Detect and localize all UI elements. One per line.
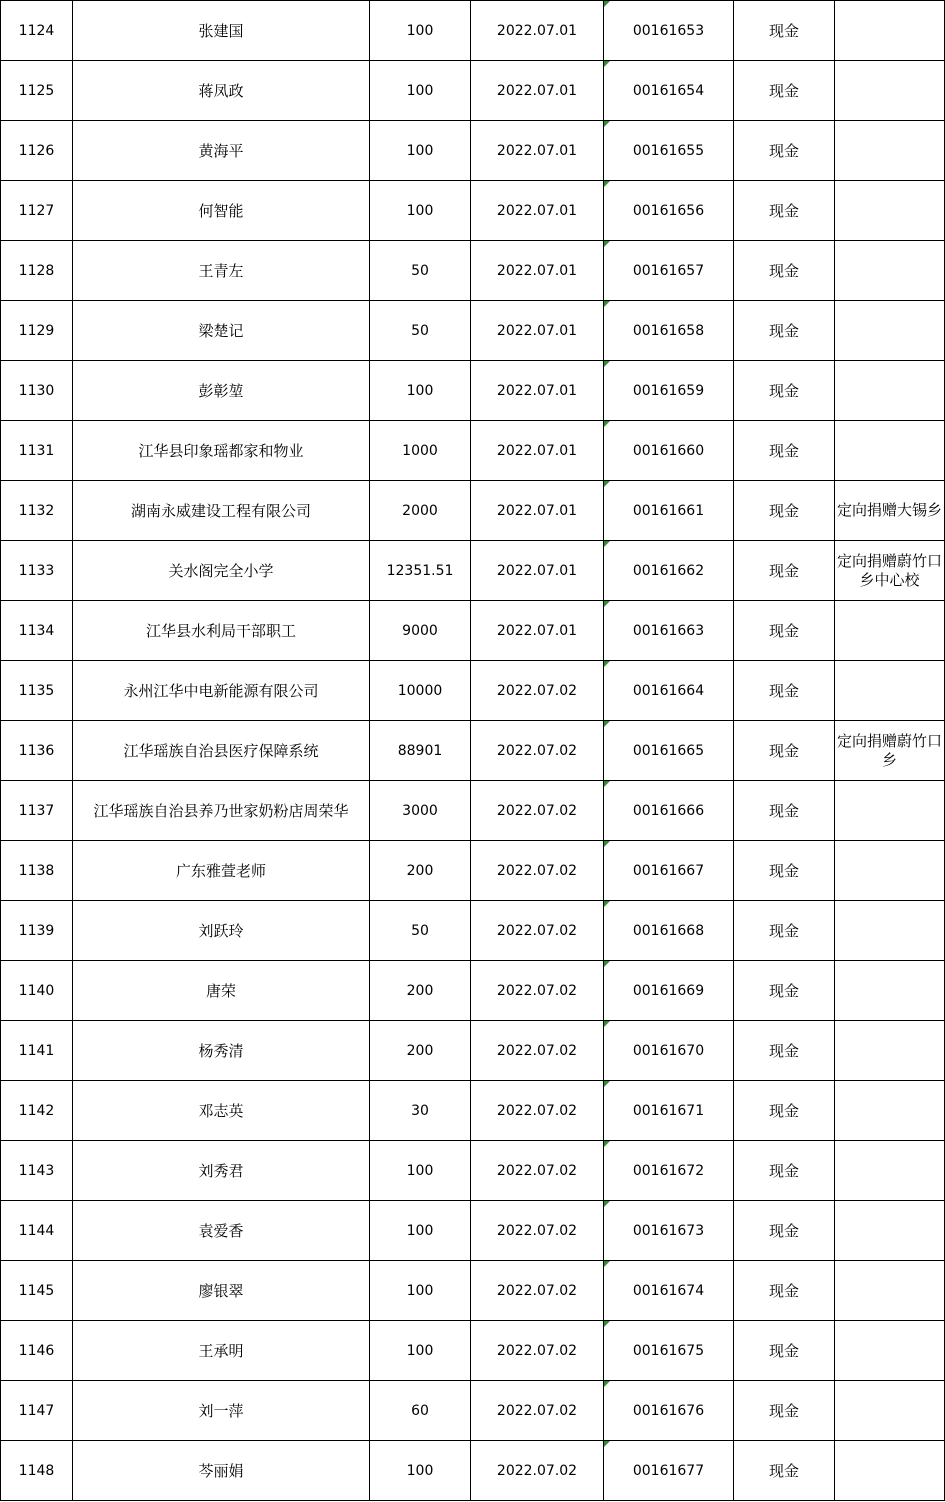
donor-name-cell: 唐荣 xyxy=(73,961,370,1021)
payment-method-cell: 现金 xyxy=(734,541,835,601)
remark-cell xyxy=(835,901,945,961)
amount-cell: 12351.51 xyxy=(370,541,471,601)
payment-method-cell: 现金 xyxy=(734,61,835,121)
serial-number-cell: 1140 xyxy=(1,961,73,1021)
table-row xyxy=(1,841,945,901)
date-cell: 2022.07.01 xyxy=(471,61,604,121)
receipt-number-cell: 00161655 xyxy=(604,121,734,181)
amount-cell: 100 xyxy=(370,121,471,181)
serial-number-cell: 1131 xyxy=(1,421,73,481)
amount-cell: 100 xyxy=(370,1441,471,1501)
date-cell: 2022.07.01 xyxy=(471,601,604,661)
amount-cell: 100 xyxy=(370,1261,471,1321)
receipt-number-cell: 00161663 xyxy=(604,601,734,661)
table-row xyxy=(1,1321,945,1381)
amount-cell: 10000 xyxy=(370,661,471,721)
donor-name-cell: 江华瑶族自治县养乃世家奶粉店周荣华 xyxy=(73,781,370,841)
donor-name-cell: 何智能 xyxy=(73,181,370,241)
serial-number-cell: 1147 xyxy=(1,1381,73,1441)
payment-method-cell: 现金 xyxy=(734,1201,835,1261)
date-cell: 2022.07.02 xyxy=(471,1261,604,1321)
date-cell: 2022.07.02 xyxy=(471,1441,604,1501)
donor-name-cell: 王青左 xyxy=(73,241,370,301)
date-cell: 2022.07.02 xyxy=(471,1021,604,1081)
donor-name-cell: 黄海平 xyxy=(73,121,370,181)
amount-cell: 2000 xyxy=(370,481,471,541)
receipt-number-cell: 00161654 xyxy=(604,61,734,121)
donor-name-cell: 杨秀清 xyxy=(73,1021,370,1081)
serial-number-cell: 1143 xyxy=(1,1141,73,1201)
table-row xyxy=(1,61,945,121)
date-cell: 2022.07.02 xyxy=(471,901,604,961)
remark-cell xyxy=(835,1201,945,1261)
date-cell: 2022.07.01 xyxy=(471,421,604,481)
remark-cell xyxy=(835,781,945,841)
date-cell: 2022.07.01 xyxy=(471,121,604,181)
remark-cell xyxy=(835,1441,945,1501)
table-row xyxy=(1,1441,945,1501)
payment-method-cell: 现金 xyxy=(734,721,835,781)
remark-cell xyxy=(835,841,945,901)
donor-name-cell: 张建国 xyxy=(73,1,370,61)
ledger-body xyxy=(1,1,945,1501)
amount-cell: 100 xyxy=(370,1201,471,1261)
remark-cell xyxy=(835,121,945,181)
remark-cell xyxy=(835,421,945,481)
receipt-number-cell: 00161677 xyxy=(604,1441,734,1501)
serial-number-cell: 1142 xyxy=(1,1081,73,1141)
table-row xyxy=(1,1261,945,1321)
serial-number-cell: 1127 xyxy=(1,181,73,241)
receipt-number-cell: 00161665 xyxy=(604,721,734,781)
table-row xyxy=(1,1021,945,1081)
remark-cell xyxy=(835,961,945,1021)
table-row xyxy=(1,361,945,421)
payment-method-cell: 现金 xyxy=(734,1261,835,1321)
amount-cell: 200 xyxy=(370,841,471,901)
table-row xyxy=(1,1081,945,1141)
receipt-number-cell: 00161674 xyxy=(604,1261,734,1321)
remark-cell xyxy=(835,1021,945,1081)
payment-method-cell: 现金 xyxy=(734,1441,835,1501)
remark-cell xyxy=(835,181,945,241)
amount-cell: 1000 xyxy=(370,421,471,481)
donor-name-cell: 梁楚记 xyxy=(73,301,370,361)
date-cell: 2022.07.01 xyxy=(471,301,604,361)
date-cell: 2022.07.01 xyxy=(471,361,604,421)
serial-number-cell: 1137 xyxy=(1,781,73,841)
serial-number-cell: 1139 xyxy=(1,901,73,961)
amount-cell: 60 xyxy=(370,1381,471,1441)
table-row xyxy=(1,121,945,181)
payment-method-cell: 现金 xyxy=(734,661,835,721)
table-row xyxy=(1,601,945,661)
donor-name-cell: 刘秀君 xyxy=(73,1141,370,1201)
serial-number-cell: 1133 xyxy=(1,541,73,601)
date-cell: 2022.07.02 xyxy=(471,781,604,841)
payment-method-cell: 现金 xyxy=(734,121,835,181)
serial-number-cell: 1146 xyxy=(1,1321,73,1381)
payment-method-cell: 现金 xyxy=(734,421,835,481)
serial-number-cell: 1136 xyxy=(1,721,73,781)
amount-cell: 100 xyxy=(370,361,471,421)
amount-cell: 200 xyxy=(370,961,471,1021)
receipt-number-cell: 00161661 xyxy=(604,481,734,541)
donor-name-cell: 湖南永威建设工程有限公司 xyxy=(73,481,370,541)
amount-cell: 88901 xyxy=(370,721,471,781)
receipt-number-cell: 00161675 xyxy=(604,1321,734,1381)
payment-method-cell: 现金 xyxy=(734,841,835,901)
donor-name-cell: 永州江华中电新能源有限公司 xyxy=(73,661,370,721)
serial-number-cell: 1145 xyxy=(1,1261,73,1321)
table-row xyxy=(1,541,945,601)
receipt-number-cell: 00161672 xyxy=(604,1141,734,1201)
receipt-number-cell: 00161669 xyxy=(604,961,734,1021)
amount-cell: 30 xyxy=(370,1081,471,1141)
receipt-number-cell: 00161670 xyxy=(604,1021,734,1081)
receipt-number-cell: 00161656 xyxy=(604,181,734,241)
payment-method-cell: 现金 xyxy=(734,1381,835,1441)
receipt-number-cell: 00161673 xyxy=(604,1201,734,1261)
date-cell: 2022.07.02 xyxy=(471,1321,604,1381)
amount-cell: 100 xyxy=(370,1,471,61)
donor-name-cell: 江华县水利局干部职工 xyxy=(73,601,370,661)
remark-cell: 定向捐赠蔚竹口乡中心校 xyxy=(835,541,945,601)
receipt-number-cell: 00161671 xyxy=(604,1081,734,1141)
table-row xyxy=(1,961,945,1021)
amount-cell: 50 xyxy=(370,301,471,361)
table-row xyxy=(1,1201,945,1261)
remark-cell xyxy=(835,1321,945,1381)
payment-method-cell: 现金 xyxy=(734,361,835,421)
amount-cell: 9000 xyxy=(370,601,471,661)
amount-cell: 100 xyxy=(370,1321,471,1381)
payment-method-cell: 现金 xyxy=(734,961,835,1021)
payment-method-cell: 现金 xyxy=(734,1141,835,1201)
serial-number-cell: 1138 xyxy=(1,841,73,901)
receipt-number-cell: 00161676 xyxy=(604,1381,734,1441)
donor-name-cell: 广东雅萱老师 xyxy=(73,841,370,901)
serial-number-cell: 1132 xyxy=(1,481,73,541)
date-cell: 2022.07.02 xyxy=(471,721,604,781)
receipt-number-cell: 00161664 xyxy=(604,661,734,721)
donor-name-cell: 彭彰堃 xyxy=(73,361,370,421)
table-row xyxy=(1,1141,945,1201)
amount-cell: 50 xyxy=(370,901,471,961)
payment-method-cell: 现金 xyxy=(734,901,835,961)
donor-name-cell: 王承明 xyxy=(73,1321,370,1381)
date-cell: 2022.07.02 xyxy=(471,661,604,721)
serial-number-cell: 1144 xyxy=(1,1201,73,1261)
remark-cell xyxy=(835,361,945,421)
serial-number-cell: 1141 xyxy=(1,1021,73,1081)
remark-cell xyxy=(835,1,945,61)
payment-method-cell: 现金 xyxy=(734,301,835,361)
remark-cell xyxy=(835,1081,945,1141)
receipt-number-cell: 00161667 xyxy=(604,841,734,901)
receipt-number-cell: 00161653 xyxy=(604,1,734,61)
amount-cell: 100 xyxy=(370,1141,471,1201)
date-cell: 2022.07.01 xyxy=(471,181,604,241)
payment-method-cell: 现金 xyxy=(734,1321,835,1381)
donor-name-cell: 蒋凤政 xyxy=(73,61,370,121)
date-cell: 2022.07.02 xyxy=(471,1081,604,1141)
donor-name-cell: 刘一萍 xyxy=(73,1381,370,1441)
table-row xyxy=(1,901,945,961)
remark-cell xyxy=(835,61,945,121)
remark-cell xyxy=(835,1261,945,1321)
table-row xyxy=(1,1,945,61)
serial-number-cell: 1124 xyxy=(1,1,73,61)
donor-name-cell: 江华瑶族自治县医疗保障系统 xyxy=(73,721,370,781)
serial-number-cell: 1134 xyxy=(1,601,73,661)
date-cell: 2022.07.02 xyxy=(471,1201,604,1261)
table-row xyxy=(1,241,945,301)
date-cell: 2022.07.01 xyxy=(471,481,604,541)
receipt-number-cell: 00161662 xyxy=(604,541,734,601)
serial-number-cell: 1130 xyxy=(1,361,73,421)
table-row xyxy=(1,421,945,481)
payment-method-cell: 现金 xyxy=(734,241,835,301)
payment-method-cell: 现金 xyxy=(734,1081,835,1141)
payment-method-cell: 现金 xyxy=(734,781,835,841)
receipt-number-cell: 00161668 xyxy=(604,901,734,961)
serial-number-cell: 1125 xyxy=(1,61,73,121)
amount-cell: 100 xyxy=(370,61,471,121)
donor-name-cell: 邓志英 xyxy=(73,1081,370,1141)
amount-cell: 100 xyxy=(370,181,471,241)
remark-cell xyxy=(835,241,945,301)
payment-method-cell: 现金 xyxy=(734,1,835,61)
date-cell: 2022.07.02 xyxy=(471,841,604,901)
receipt-number-cell: 00161666 xyxy=(604,781,734,841)
serial-number-cell: 1148 xyxy=(1,1441,73,1501)
receipt-number-cell: 00161659 xyxy=(604,361,734,421)
table-row xyxy=(1,661,945,721)
payment-method-cell: 现金 xyxy=(734,181,835,241)
remark-cell xyxy=(835,1381,945,1441)
receipt-number-cell: 00161657 xyxy=(604,241,734,301)
serial-number-cell: 1135 xyxy=(1,661,73,721)
receipt-number-cell: 00161658 xyxy=(604,301,734,361)
table-row xyxy=(1,721,945,781)
amount-cell: 50 xyxy=(370,241,471,301)
date-cell: 2022.07.02 xyxy=(471,1381,604,1441)
donor-name-cell: 芩丽娟 xyxy=(73,1441,370,1501)
remark-cell xyxy=(835,301,945,361)
donor-name-cell: 刘跃玲 xyxy=(73,901,370,961)
remark-cell xyxy=(835,1141,945,1201)
date-cell: 2022.07.02 xyxy=(471,1141,604,1201)
table-row xyxy=(1,181,945,241)
table-row xyxy=(1,481,945,541)
amount-cell: 200 xyxy=(370,1021,471,1081)
donor-name-cell: 江华县印象瑶都家和物业 xyxy=(73,421,370,481)
date-cell: 2022.07.01 xyxy=(471,541,604,601)
receipt-number-cell: 00161660 xyxy=(604,421,734,481)
date-cell: 2022.07.01 xyxy=(471,241,604,301)
remark-cell xyxy=(835,601,945,661)
date-cell: 2022.07.02 xyxy=(471,961,604,1021)
payment-method-cell: 现金 xyxy=(734,1021,835,1081)
donor-name-cell: 关水阁完全小学 xyxy=(73,541,370,601)
serial-number-cell: 1126 xyxy=(1,121,73,181)
table-row xyxy=(1,781,945,841)
date-cell: 2022.07.01 xyxy=(471,1,604,61)
serial-number-cell: 1128 xyxy=(1,241,73,301)
remark-cell xyxy=(835,661,945,721)
amount-cell: 3000 xyxy=(370,781,471,841)
serial-number-cell: 1129 xyxy=(1,301,73,361)
remark-cell: 定向捐赠蔚竹口乡 xyxy=(835,721,945,781)
remark-cell: 定向捐赠大锡乡 xyxy=(835,481,945,541)
table-row xyxy=(1,301,945,361)
donor-name-cell: 廖银翠 xyxy=(73,1261,370,1321)
donor-name-cell: 袁爱香 xyxy=(73,1201,370,1261)
table-row xyxy=(1,1381,945,1441)
payment-method-cell: 现金 xyxy=(734,601,835,661)
payment-method-cell: 现金 xyxy=(734,481,835,541)
